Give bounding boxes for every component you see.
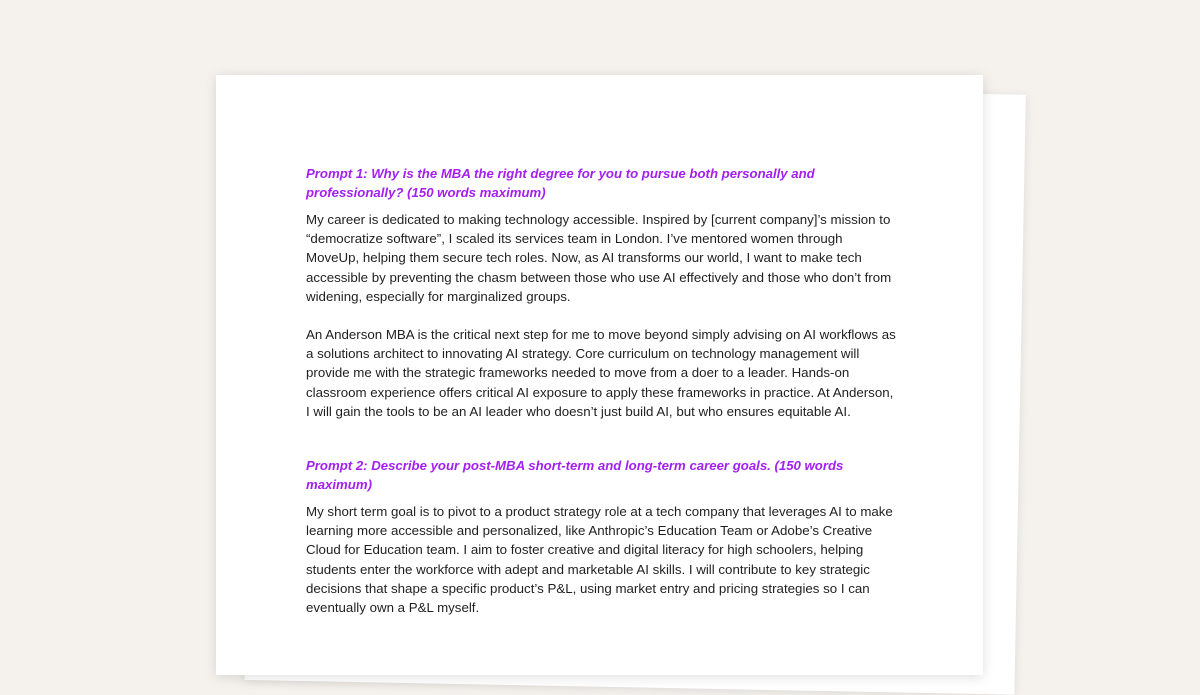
prompt-2-heading: Prompt 2: Describe your post-MBA short-term and long-term career goals. (150 words maximum) (306, 458, 844, 492)
front-page-sheet (216, 75, 983, 675)
prompt-2-section (306, 457, 896, 617)
document-content (306, 165, 896, 617)
prompt-2-paragraph-1: My short term goal is to pivot to a product strategy role at a tech company that leverages AI to make learning more accessible and personalized, like Anthropic’s Education Team or Adobe’s Creative Cloud for Education team. I aim to foster creative and digital literacy for high schoolers, helping students enter the workforce with adept and marketable AI skills. I will contribute to key strategic decisions that shape a specific product’s P&L, using market entry and pricing strategies so I can eventually own a P&L myself. (306, 504, 893, 616)
prompt-1-heading: Prompt 1: Why is the MBA the right degree for you to pursue both personally and professionally? (150 words maximum) (306, 166, 815, 200)
prompt-1-paragraph-2: An Anderson MBA is the critical next step for me to move beyond simply advising on AI workflows as a solutions architect to innovating AI strategy. Core curriculum on technology management will provide me with the strategic frameworks needed to move from a doer to a leader. Hands-on classroom experience offers critical AI exposure to apply these frameworks in practice. At Anderson, I will gain the tools to be an AI leader who doesn’t just build AI, but who ensures equitable AI. (306, 327, 896, 419)
prompt-1-paragraph-1: My career is dedicated to making technology accessible. Inspired by [current company]’s mission to “democratize software”, I scaled its services team in London. I’ve mentored women through MoveUp, helping them secure tech roles. Now, as AI transforms our world, I want to make tech accessible by preventing the chasm between those who use AI effectively and those who don’t from widening, especially for marginalized groups. (306, 212, 892, 304)
prompt-1-section (306, 165, 896, 421)
